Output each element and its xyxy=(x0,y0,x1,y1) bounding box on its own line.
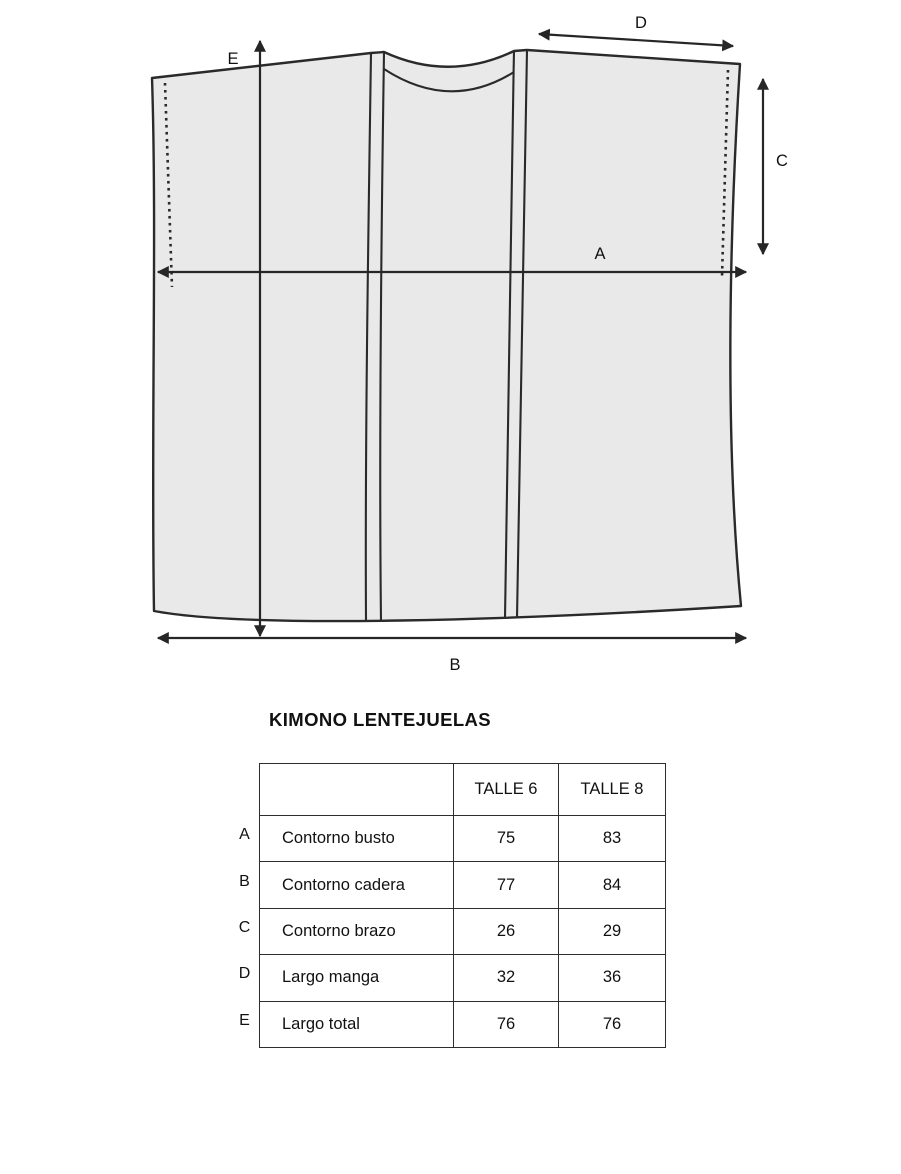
size-column-header: TALLE 8 xyxy=(559,764,666,816)
row-letter: D xyxy=(238,965,251,983)
garment-outline xyxy=(152,50,741,621)
measure-name: Largo total xyxy=(260,1001,454,1047)
dim-label-D: D xyxy=(635,14,647,32)
table-row xyxy=(260,955,666,1001)
row-letter: A xyxy=(239,826,250,844)
table-row xyxy=(260,862,666,908)
size-column-header: TALLE 6 xyxy=(454,764,559,816)
measure-letter-column xyxy=(230,763,259,1048)
dim-label-C: C xyxy=(776,152,788,170)
measure-value-talle8: 83 xyxy=(559,816,666,862)
measure-name: Contorno brazo xyxy=(260,908,454,954)
measure-value-talle6: 26 xyxy=(454,908,559,954)
dim-arrow-D xyxy=(539,34,733,46)
measure-value-talle8: 29 xyxy=(559,908,666,954)
dim-label-E: E xyxy=(227,50,239,68)
size-table-header-row xyxy=(260,764,666,816)
table-row xyxy=(260,908,666,954)
dim-label-A: A xyxy=(594,245,606,263)
measure-value-talle8: 84 xyxy=(559,862,666,908)
row-letter: B xyxy=(239,872,250,890)
row-letter: E xyxy=(239,1011,250,1029)
size-table xyxy=(259,763,666,1048)
page-title: KIMONO LENTEJUELAS xyxy=(269,709,492,730)
measure-value-talle6: 76 xyxy=(454,1001,559,1047)
measure-name: Contorno cadera xyxy=(260,862,454,908)
measure-value-talle6: 77 xyxy=(454,862,559,908)
table-row xyxy=(260,1001,666,1047)
measure-value-talle8: 36 xyxy=(559,955,666,1001)
measure-value-talle8: 76 xyxy=(559,1001,666,1047)
dim-label-B: B xyxy=(449,656,461,674)
size-table-section xyxy=(230,763,666,1048)
table-row xyxy=(260,816,666,862)
measure-value-talle6: 75 xyxy=(454,816,559,862)
measure-name: Largo manga xyxy=(260,955,454,1001)
row-letter: C xyxy=(238,918,251,936)
measure-name: Contorno busto xyxy=(260,816,454,862)
size-table-corner-cell xyxy=(260,764,454,816)
measure-value-talle6: 32 xyxy=(454,955,559,1001)
